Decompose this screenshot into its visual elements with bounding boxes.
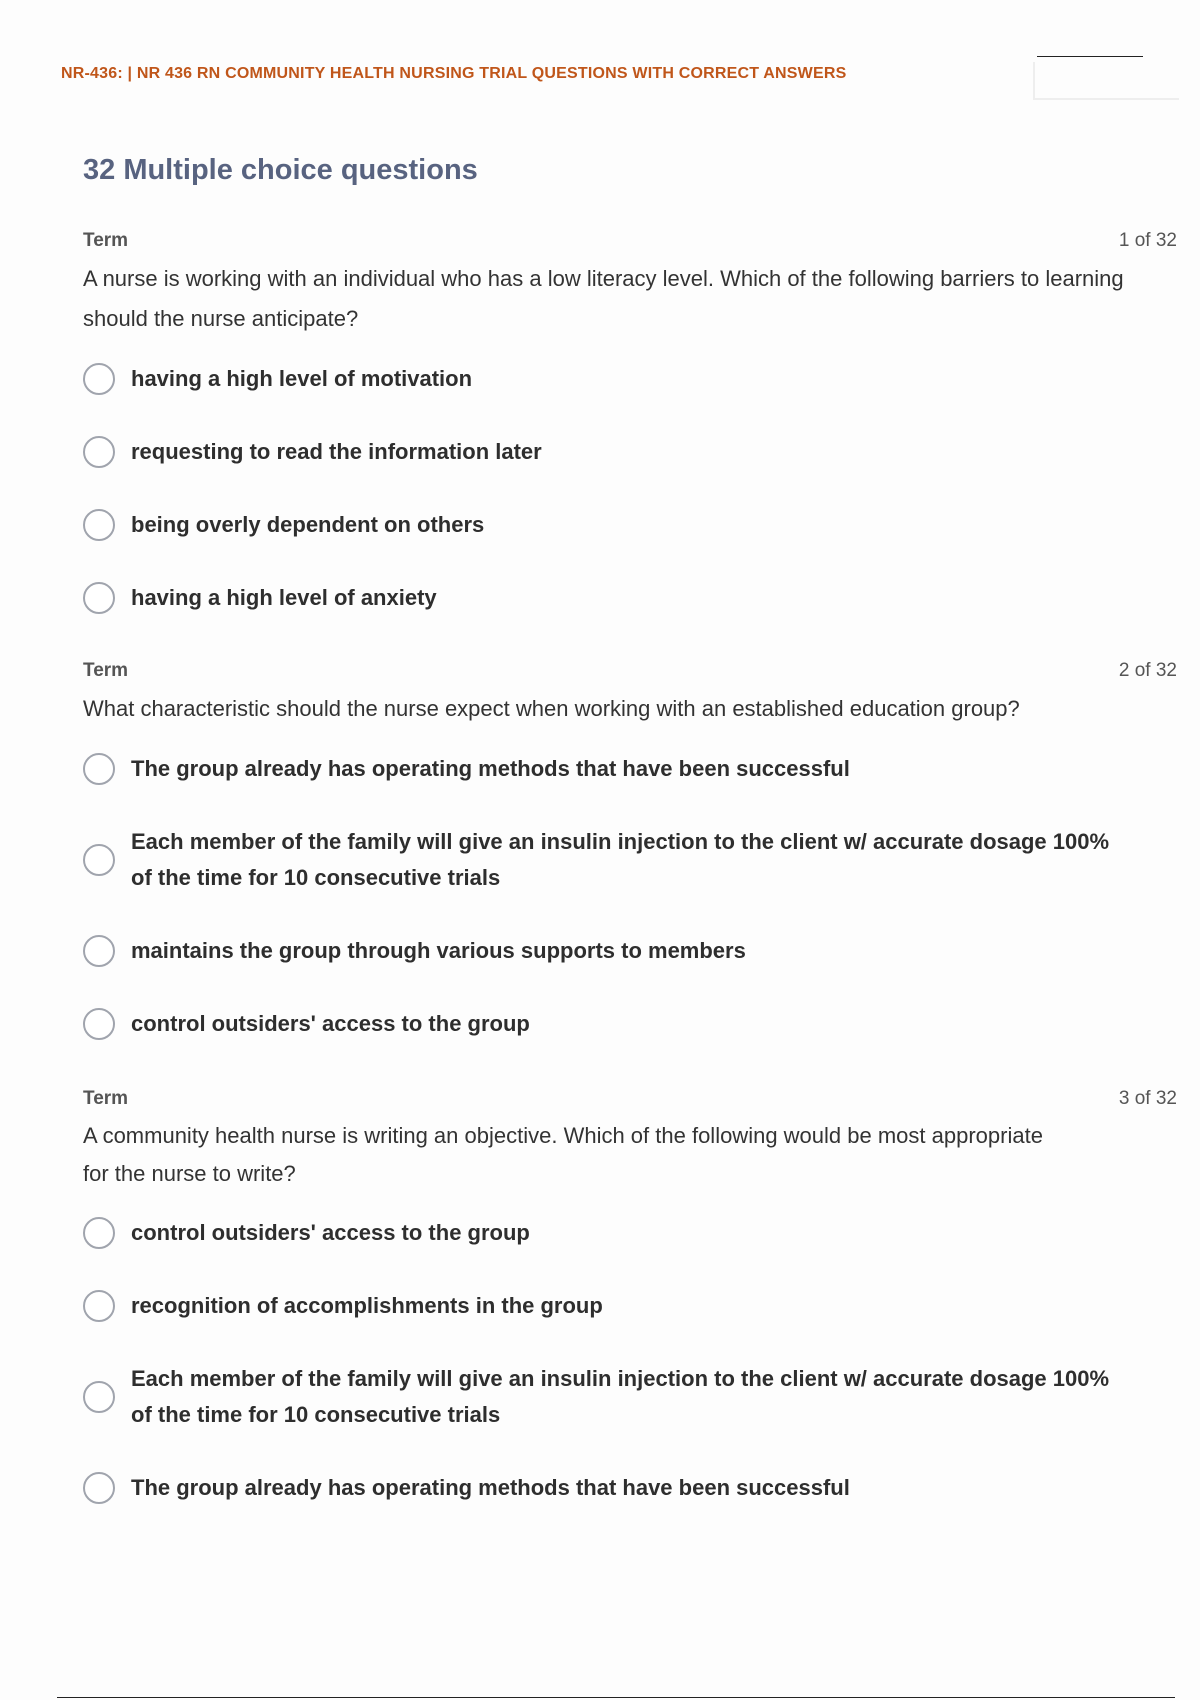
answer-options [83, 361, 1177, 616]
question-3 [83, 1085, 1177, 1506]
radio-button-icon[interactable] [83, 1472, 115, 1504]
question-counter: 3 of 32 [1118, 1088, 1177, 1109]
answer-option[interactable] [83, 580, 1177, 616]
term-label: Term [83, 230, 129, 251]
question-counter: 2 of 32 [1118, 660, 1177, 681]
radio-button-icon[interactable] [83, 1008, 115, 1040]
answer-option[interactable] [83, 824, 1177, 896]
answer-option-label: The group already has operating methods that have been successful [131, 756, 850, 781]
answer-option[interactable] [83, 1215, 1177, 1251]
answer-option[interactable] [83, 1006, 1177, 1042]
radio-button-icon[interactable] [83, 844, 115, 876]
answer-option-label: having a high level of anxiety [131, 585, 437, 610]
question-text: A nurse is working with an individual who has a low literacy level. Which of the following barriers to learning should the nurse anticipate? [83, 266, 1124, 331]
answer-option-label: maintains the group through various supports to members [131, 938, 746, 963]
answer-option-label: Each member of the family will give an insulin injection to the client w/ accurate dosage 100% of the time for 10 consecutive trials [131, 1366, 1110, 1427]
answer-option-label: being overly dependent on others [131, 512, 485, 537]
term-label: Term [83, 1088, 129, 1109]
document-header: NR-436: | NR 436 RN COMMUNITY HEALTH NURSING TRIAL QUESTIONS WITH CORRECT ANSWERS [61, 65, 847, 82]
radio-button-icon[interactable] [83, 1290, 115, 1322]
question-2 [83, 657, 1177, 1042]
answer-option-label: control outsiders' access to the group [131, 1011, 530, 1036]
question-counter: 1 of 32 [1118, 230, 1177, 251]
answer-option[interactable] [83, 1288, 1177, 1324]
header-rule [1037, 56, 1143, 57]
radio-button-icon[interactable] [83, 436, 115, 468]
question-meta [83, 227, 1177, 255]
radio-button-icon[interactable] [83, 509, 115, 541]
question-meta [83, 657, 1177, 685]
footer-rule [57, 1697, 1175, 1698]
radio-button-icon[interactable] [83, 1381, 115, 1413]
answer-option[interactable] [83, 361, 1177, 397]
answer-option[interactable] [83, 751, 1177, 787]
term-label: Term [83, 660, 129, 681]
question-1 [83, 227, 1177, 616]
header-box [1033, 62, 1179, 100]
radio-button-icon[interactable] [83, 753, 115, 785]
answer-option[interactable] [83, 1361, 1177, 1433]
radio-button-icon[interactable] [83, 582, 115, 614]
question-meta [83, 1085, 1177, 1113]
radio-button-icon[interactable] [83, 1217, 115, 1249]
answer-option[interactable] [83, 434, 1177, 470]
radio-button-icon[interactable] [83, 935, 115, 967]
answer-options [83, 751, 1177, 1042]
answer-option-label: The group already has operating methods that have been successful [131, 1475, 850, 1500]
answer-option-label: Each member of the family will give an insulin injection to the client w/ accurate dosage 100% of the time for 10 consecutive trials [131, 829, 1110, 890]
page-title: 32 Multiple choice questions [83, 154, 478, 186]
answer-option[interactable] [83, 1470, 1177, 1506]
answer-options [83, 1215, 1177, 1506]
answer-option-label: requesting to read the information later [131, 439, 542, 464]
question-text: A community health nurse is writing an objective. Which of the following would be most appropriate for the nurse to write? [83, 1123, 1043, 1186]
answer-option-label: having a high level of motivation [131, 366, 473, 391]
question-text: What characteristic should the nurse expect when working with an established education group? [83, 696, 1020, 721]
answer-option[interactable] [83, 933, 1177, 969]
answer-option[interactable] [83, 507, 1177, 543]
radio-button-icon[interactable] [83, 363, 115, 395]
answer-option-label: control outsiders' access to the group [131, 1220, 530, 1245]
answer-option-label: recognition of accomplishments in the group [131, 1293, 603, 1318]
